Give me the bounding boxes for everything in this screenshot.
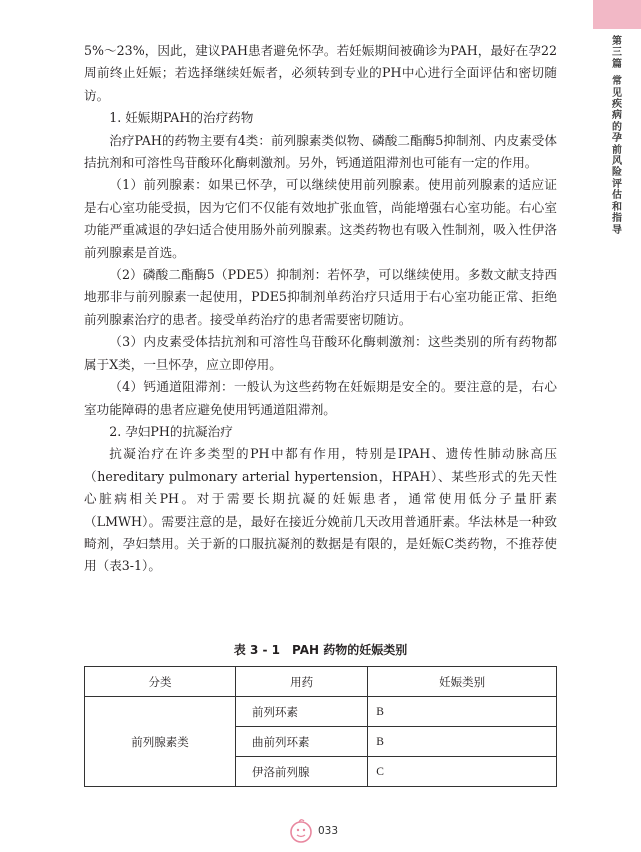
chapter-number-char: 篇 (612, 58, 622, 70)
drug-cell: 伊洛前列腺 (236, 757, 368, 787)
chapter-number-char: 第 (612, 36, 622, 47)
chapter-title-char: 孕 (612, 133, 622, 145)
body-text (84, 40, 557, 578)
paragraph: 抗凝治疗在许多类型的PH中都有作用，特别是IPAH、遗传性肺动脉高压（hereditary pulmonary arterial hypertension，HPAH）、某些形式的先天性心脏病相关PH。对于需要长期抗凝的妊娠患者，通常使用低分子量肝素（LMWH）。需要注意的是，最好在接近分娩前几天改用普通肝素。华法林是一种致畸剂，孕妇禁用。关于新的口服抗凝剂的数据是有限的，是妊娠C类药物，不推荐使用（表3-1）。 (84, 446, 557, 574)
chapter-title-char: 常 (612, 76, 622, 88)
chapter-title-char: 前 (612, 144, 622, 156)
chapter-tab (593, 0, 641, 29)
chapter-title-char: 估 (612, 190, 622, 202)
header-category: 分类 (85, 667, 236, 697)
chapter-title-char: 险 (612, 167, 622, 179)
paragraph: （2）磷酸二酯酶5（PDE5）抑制剂：若怀孕，可以继续使用。多数文献支持西地那非与前列腺素一起使用，PDE5抑制剂单药治疗只适用于右心室功能正常、拒绝前列腺素治疗的患者。接受单药治疗的患者需要密切随访。 (84, 267, 557, 327)
drug-cell: 曲前列环素 (236, 727, 368, 757)
class-cell: C (368, 757, 557, 787)
drug-cell: 前列环素 (236, 697, 368, 727)
paragraph: （1）前列腺素：如果已怀孕，可以继续使用前列腺素。使用前列腺素的适应证是右心室功能受损，因为它们不仅能有效地扩张血管，尚能增强右心室功能。右心室功能严重减退的孕妇适合使用肠外前列腺素。这类药物也有吸入性制剂，吸入性伊洛前列腺素是首选。 (84, 177, 557, 260)
paragraph: 5%～23%，因此，建议PAH患者避免怀孕。若妊娠期间被确诊为PAH，最好在孕22周前终止妊娠；若选择继续妊娠者，必须转到专业的PH中心进行全面评估和密切随访。 (84, 43, 557, 103)
table-header-row (85, 667, 557, 697)
chapter-title-char: 疾 (612, 99, 622, 111)
chapter-title-char: 和 (612, 201, 622, 213)
section-heading: 2. 孕妇PH的抗凝治疗 (109, 423, 233, 439)
paragraph: （3）内皮素受体拮抗剂和可溶性鸟苷酸环化酶刺激剂：这些类别的所有药物都属于X类，一旦怀孕，应立即停用。 (84, 334, 557, 372)
class-cell: B (368, 727, 557, 757)
paragraph: （4）钙通道阻滞剂：一般认为这些药物在妊娠期是安全的。要注意的是，右心室功能障碍的患者应避免使用钙通道阻滞剂。 (84, 379, 557, 417)
chapter-title-char: 评 (612, 178, 622, 190)
chapter-title-char: 指 (612, 213, 622, 225)
section-heading: 1. 妊娠期PAH的治疗药物 (109, 110, 254, 126)
chapter-title-char: 导 (612, 224, 622, 236)
class-cell: B (368, 697, 557, 727)
chapter-title-char: 风 (612, 156, 622, 168)
chapter-title-char: 病 (612, 110, 622, 122)
pregnancy-category-table (84, 666, 557, 787)
category-cell: 前列腺素类 (85, 697, 236, 787)
page-number: 033 (318, 825, 339, 837)
chapter-title-char: 的 (612, 121, 622, 133)
chapter-side-label (600, 36, 634, 236)
chapter-title-char: 见 (612, 87, 622, 99)
header-drug: 用药 (236, 667, 368, 697)
baby-icon (287, 817, 317, 847)
chapter-number-char: 三 (612, 47, 622, 59)
paragraph: 治疗PAH的药物主要有4类：前列腺素类似物、磷酸二酯酶5抑制剂、内皮素受体拮抗剂和可溶性鸟苷酸环化酶刺激剂。另外，钙通道阻滞剂也可能有一定的作用。 (84, 132, 557, 171)
table-row (85, 697, 557, 727)
header-pregnancy-class: 妊娠类别 (368, 667, 557, 697)
table-title: 表 3 - 1 PAH 药物的妊娠类别 (233, 643, 408, 657)
